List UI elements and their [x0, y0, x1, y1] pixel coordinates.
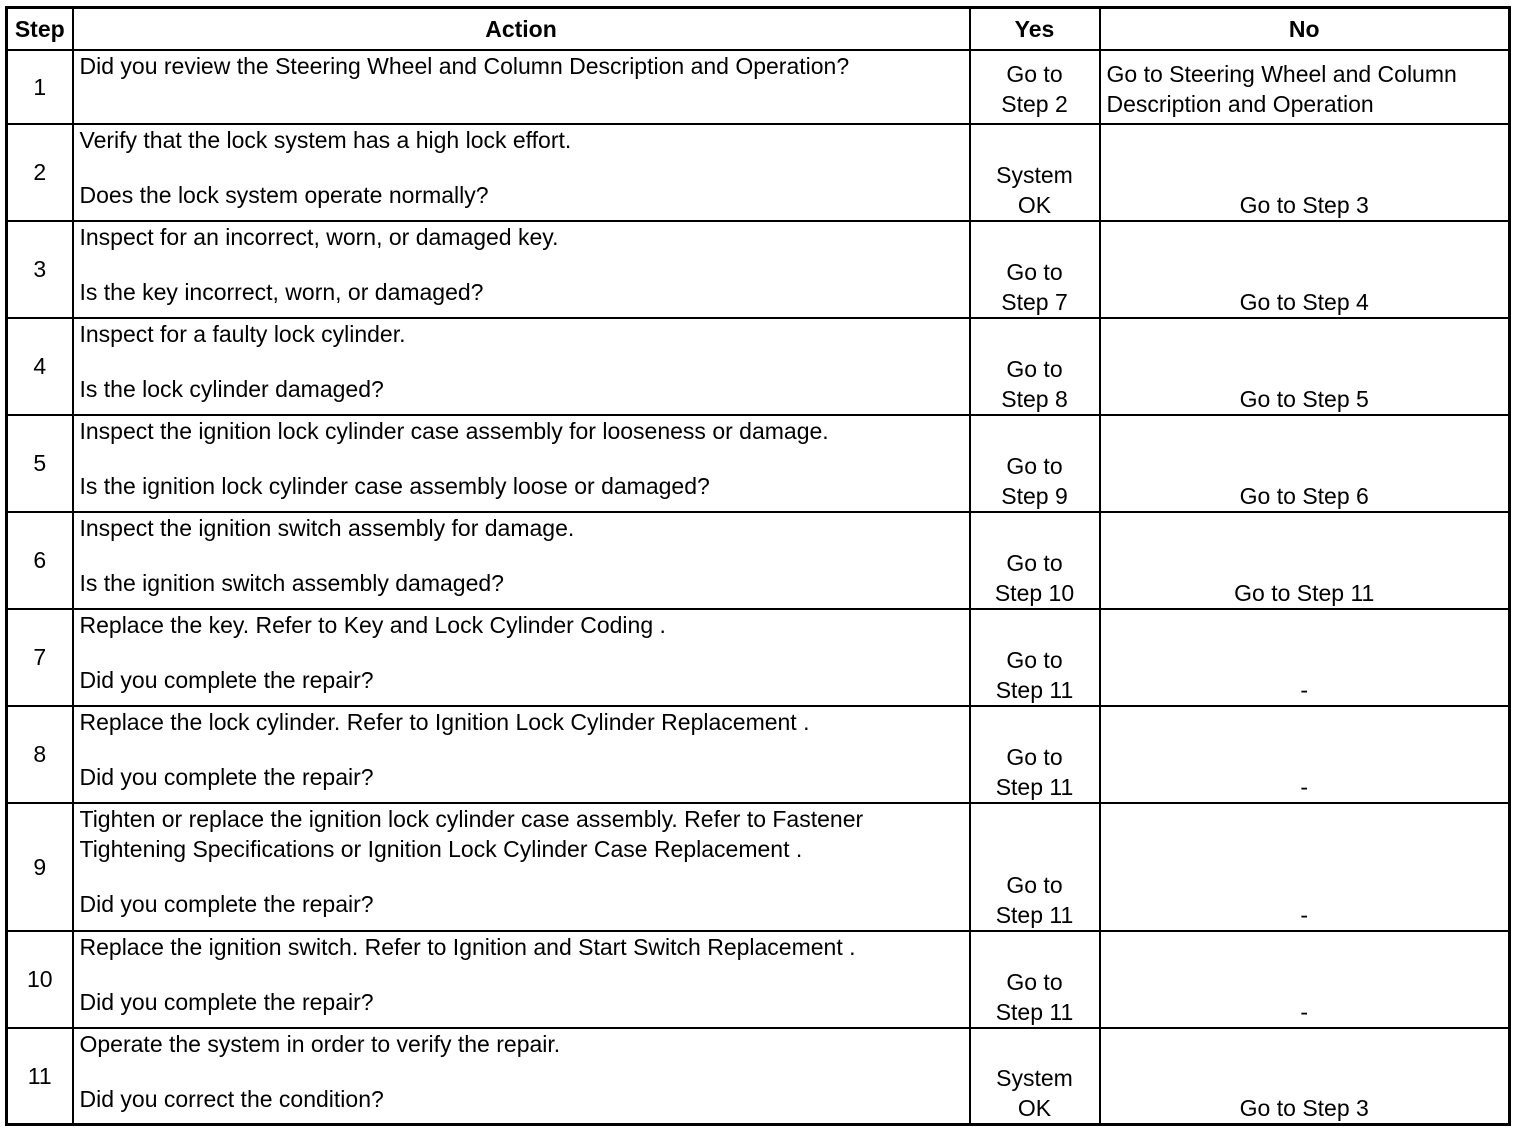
step-number: 4	[7, 318, 73, 415]
table-row	[7, 931, 1510, 1028]
yes-cell	[970, 50, 1100, 124]
table-row	[7, 706, 1510, 803]
yes-text: Step 2	[1001, 90, 1068, 117]
no-cell	[1100, 318, 1510, 415]
yes-text: Step 9	[1001, 482, 1068, 509]
no-cell	[1100, 609, 1510, 706]
step-number: 10	[7, 931, 73, 1028]
table-row	[7, 512, 1510, 609]
action-cell	[73, 318, 970, 415]
yes-cell	[970, 609, 1100, 706]
action-text: Operate the system in order to verify the repair.	[79, 1030, 561, 1057]
header-yes: Yes	[970, 8, 1100, 50]
action-question: Is the ignition lock cylinder case assembly loose or damaged?	[79, 472, 710, 499]
yes-text: System	[996, 161, 1073, 188]
yes-text: Go to	[1006, 452, 1063, 479]
action-cell	[73, 706, 970, 803]
header-action: Action	[73, 8, 970, 50]
yes-text: OK	[1017, 191, 1052, 218]
table-row	[7, 803, 1510, 931]
yes-cell	[970, 318, 1100, 415]
action-question: Is the lock cylinder damaged?	[79, 375, 384, 402]
action-text: Replace the key. Refer to Key and Lock Cylinder Coding .	[79, 611, 666, 638]
no-cell	[1100, 1028, 1510, 1125]
no-text: Go to Steering Wheel and Column	[1106, 60, 1457, 87]
action-question: Is the key incorrect, worn, or damaged?	[79, 278, 484, 305]
yes-cell	[970, 415, 1100, 512]
no-cell	[1100, 512, 1510, 609]
yes-text: Go to	[1006, 355, 1063, 382]
no-text: Description and Operation	[1106, 90, 1374, 117]
step-number: 9	[7, 803, 73, 931]
table-row	[7, 221, 1510, 318]
yes-text: Go to	[1006, 60, 1063, 87]
yes-text: OK	[1017, 1095, 1052, 1121]
no-text: -	[1300, 998, 1309, 1025]
yes-cell	[970, 1028, 1100, 1125]
yes-text: Go to	[1006, 258, 1063, 285]
yes-cell	[970, 706, 1100, 803]
action-text: Did you review the Steering Wheel and Column Description and Operation?	[79, 52, 850, 79]
yes-text: Step 10	[994, 579, 1075, 606]
no-cell	[1100, 803, 1510, 931]
no-cell	[1100, 50, 1510, 124]
header-step: Step	[7, 8, 73, 50]
header-row	[7, 8, 1510, 50]
action-question: Did you complete the repair?	[79, 988, 374, 1015]
action-text: Verify that the lock system has a high lock effort.	[79, 126, 572, 153]
action-text: Inspect for an incorrect, worn, or damaged key.	[79, 223, 559, 250]
no-text: -	[1300, 901, 1309, 928]
action-question: Is the ignition switch assembly damaged?	[79, 569, 504, 596]
action-cell	[73, 1028, 970, 1125]
table-row	[7, 50, 1510, 124]
yes-text: Step 8	[1001, 385, 1068, 412]
action-cell	[73, 512, 970, 609]
yes-text: System	[996, 1065, 1073, 1091]
action-cell	[73, 124, 970, 221]
yes-text: Go to	[1006, 968, 1063, 995]
no-cell	[1100, 931, 1510, 1028]
yes-cell	[970, 512, 1100, 609]
yes-text: Step 11	[995, 998, 1074, 1025]
action-text: Inspect the ignition switch assembly for damage.	[79, 514, 575, 541]
no-cell	[1100, 415, 1510, 512]
step-number: 11	[7, 1028, 73, 1125]
action-text: Replace the ignition switch. Refer to Ignition and Start Switch Replacement .	[79, 933, 856, 960]
yes-cell	[970, 221, 1100, 318]
step-number: 8	[7, 706, 73, 803]
yes-text: Go to	[1006, 871, 1063, 898]
yes-text: Step 7	[1001, 288, 1068, 315]
yes-text: Go to	[1006, 743, 1063, 770]
action-question: Did you complete the repair?	[79, 890, 374, 917]
no-text: Go to Step 6	[1239, 482, 1369, 509]
action-question: Did you correct the condition?	[79, 1085, 384, 1112]
action-cell	[73, 50, 970, 124]
no-text: Go to Step 11	[1234, 579, 1375, 606]
action-cell	[73, 609, 970, 706]
yes-cell	[970, 124, 1100, 221]
table-row	[7, 318, 1510, 415]
table-row	[7, 1028, 1510, 1125]
no-text: -	[1300, 676, 1309, 703]
step-number: 5	[7, 415, 73, 512]
step-number: 1	[7, 50, 73, 124]
action-text: Tighten or replace the ignition lock cylinder case assembly. Refer to Fastener	[79, 805, 864, 832]
no-text: -	[1300, 773, 1309, 800]
action-cell	[73, 415, 970, 512]
yes-text: Step 11	[995, 901, 1074, 928]
no-text: Go to Step 5	[1239, 385, 1369, 412]
action-text: Replace the lock cylinder. Refer to Ignition Lock Cylinder Replacement .	[79, 708, 810, 735]
yes-cell	[970, 803, 1100, 931]
table-row	[7, 415, 1510, 512]
diagnostic-table	[5, 6, 1511, 1126]
action-text: Inspect for a faulty lock cylinder.	[79, 320, 406, 347]
no-text: Go to Step 3	[1239, 1095, 1369, 1121]
no-cell	[1100, 706, 1510, 803]
action-text-line2: Tightening Specifications or Ignition Lock Cylinder Case Replacement .	[79, 835, 803, 862]
step-number: 7	[7, 609, 73, 706]
table-row	[7, 124, 1510, 221]
yes-text: Go to	[1006, 646, 1063, 673]
yes-text: Step 11	[995, 676, 1074, 703]
action-cell	[73, 931, 970, 1028]
step-number: 2	[7, 124, 73, 221]
no-cell	[1100, 221, 1510, 318]
step-number: 6	[7, 512, 73, 609]
yes-text: Step 11	[995, 773, 1074, 800]
table-row	[7, 609, 1510, 706]
yes-cell	[970, 931, 1100, 1028]
action-question: Does the lock system operate normally?	[79, 181, 489, 208]
no-text: Go to Step 3	[1239, 191, 1369, 218]
action-cell	[73, 221, 970, 318]
action-cell	[73, 803, 970, 931]
no-cell	[1100, 124, 1510, 221]
action-question: Did you complete the repair?	[79, 763, 374, 790]
action-text: Inspect the ignition lock cylinder case assembly for looseness or damage.	[79, 417, 829, 444]
action-question: Did you complete the repair?	[79, 666, 374, 693]
header-no: No	[1100, 8, 1510, 50]
no-text: Go to Step 4	[1239, 288, 1369, 315]
yes-text: Go to	[1006, 549, 1063, 576]
step-number: 3	[7, 221, 73, 318]
